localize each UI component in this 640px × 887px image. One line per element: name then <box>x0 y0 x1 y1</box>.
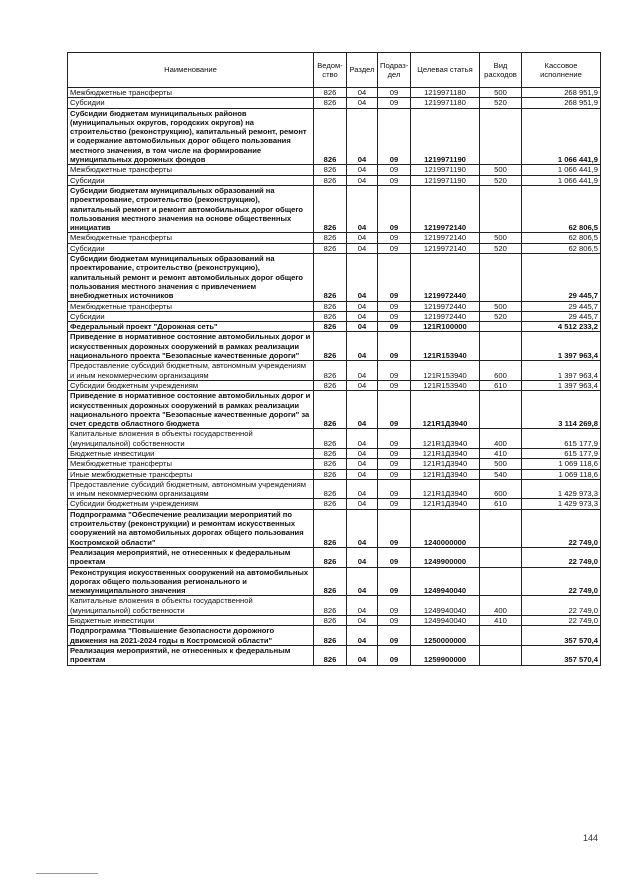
cell-kassovoe-ispolnenie: 22 749,0 <box>522 547 601 567</box>
cell-name: Предоставление субсидий бюджетным, автономным учреждениям и иным некоммерческим организациям <box>68 361 314 381</box>
cell-kassovoe-ispolnenie: 22 749,0 <box>522 616 601 626</box>
cell-vedomstvo: 826 <box>314 361 347 381</box>
header-name: Наименование <box>68 53 314 88</box>
cell-vedomstvo: 826 <box>314 448 347 458</box>
cell-podrazdel: 09 <box>378 479 411 499</box>
cell-celevaya-statya: 121R100000 <box>411 322 480 332</box>
cell-podrazdel: 09 <box>378 469 411 479</box>
table-header-row <box>68 53 601 88</box>
cell-podrazdel: 09 <box>378 185 411 232</box>
cell-vid-rashodov <box>480 108 522 165</box>
cell-name: Субсидии <box>68 175 314 185</box>
cell-razdel: 04 <box>347 322 378 332</box>
cell-razdel: 04 <box>347 98 378 108</box>
table-row <box>68 479 601 499</box>
cell-name: Реконструкция искусственных сооружений на автомобильных дорогах общего пользования регионального и межмуниципального значения <box>68 567 314 596</box>
cell-razdel: 04 <box>347 243 378 253</box>
cell-podrazdel: 09 <box>378 499 411 509</box>
cell-razdel: 04 <box>347 380 378 390</box>
cell-vid-rashodov: 500 <box>480 301 522 311</box>
cell-kassovoe-ispolnenie: 1 397 963,4 <box>522 380 601 390</box>
cell-podrazdel: 09 <box>378 596 411 616</box>
cell-podrazdel: 09 <box>378 616 411 626</box>
cell-razdel: 04 <box>347 301 378 311</box>
cell-razdel: 04 <box>347 233 378 243</box>
cell-kassovoe-ispolnenie: 615 177,9 <box>522 429 601 449</box>
cell-celevaya-statya: 1219972140 <box>411 243 480 253</box>
cell-name: Бюджетные инвестиции <box>68 616 314 626</box>
cell-vedomstvo: 826 <box>314 311 347 321</box>
cell-razdel: 04 <box>347 448 378 458</box>
cell-podrazdel: 09 <box>378 175 411 185</box>
cell-vid-rashodov <box>480 626 522 646</box>
cell-razdel: 04 <box>347 626 378 646</box>
cell-vedomstvo: 826 <box>314 88 347 98</box>
cell-vid-rashodov <box>480 332 522 361</box>
cell-podrazdel: 09 <box>378 645 411 665</box>
cell-podrazdel: 09 <box>378 509 411 547</box>
cell-vid-rashodov: 520 <box>480 243 522 253</box>
table-row <box>68 98 601 108</box>
cell-vedomstvo: 826 <box>314 254 347 301</box>
table-row <box>68 175 601 185</box>
cell-name: Иные межбюджетные трансферты <box>68 469 314 479</box>
table-row <box>68 380 601 390</box>
cell-vid-rashodov: 500 <box>480 88 522 98</box>
cell-name: Субсидии <box>68 243 314 253</box>
cell-vid-rashodov: 600 <box>480 479 522 499</box>
cell-kassovoe-ispolnenie: 1 429 973,3 <box>522 499 601 509</box>
cell-vid-rashodov: 540 <box>480 469 522 479</box>
table-row <box>68 645 601 665</box>
cell-vid-rashodov: 400 <box>480 429 522 449</box>
cell-name: Субсидии бюджетным учреждениям <box>68 499 314 509</box>
cell-podrazdel: 09 <box>378 361 411 381</box>
table-row <box>68 233 601 243</box>
cell-vid-rashodov: 600 <box>480 361 522 381</box>
cell-celevaya-statya: 121R1Д3940 <box>411 499 480 509</box>
cell-podrazdel: 09 <box>378 322 411 332</box>
cell-kassovoe-ispolnenie: 1 429 973,3 <box>522 479 601 499</box>
cell-name: Реализация мероприятий, не отнесенных к федеральным проектам <box>68 547 314 567</box>
cell-vid-rashodov <box>480 185 522 232</box>
cell-kassovoe-ispolnenie: 1 069 118,6 <box>522 469 601 479</box>
cell-name: Приведение в нормативное состояние автомобильных дорог и искусственных дорожных сооружений в рамках реализации национального проекта "Безопасные качественные дороги" <box>68 332 314 361</box>
cell-podrazdel: 09 <box>378 567 411 596</box>
cell-vid-rashodov <box>480 509 522 547</box>
cell-vedomstvo: 826 <box>314 185 347 232</box>
cell-name: Субсидии <box>68 98 314 108</box>
cell-kassovoe-ispolnenie: 22 749,0 <box>522 596 601 616</box>
cell-name: Бюджетные инвестиции <box>68 448 314 458</box>
cell-vedomstvo: 826 <box>314 429 347 449</box>
cell-razdel: 04 <box>347 567 378 596</box>
cell-vedomstvo: 826 <box>314 596 347 616</box>
cell-kassovoe-ispolnenie: 22 749,0 <box>522 567 601 596</box>
cell-vedomstvo: 826 <box>314 165 347 175</box>
header-vid-rashodov: Вид расходов <box>480 53 522 88</box>
cell-podrazdel: 09 <box>378 311 411 321</box>
cell-kassovoe-ispolnenie: 4 512 233,2 <box>522 322 601 332</box>
cell-vedomstvo: 826 <box>314 499 347 509</box>
cell-razdel: 04 <box>347 429 378 449</box>
cell-celevaya-statya: 121R153940 <box>411 361 480 381</box>
cell-name: Межбюджетные трансферты <box>68 459 314 469</box>
cell-podrazdel: 09 <box>378 98 411 108</box>
cell-celevaya-statya: 121R1Д3940 <box>411 469 480 479</box>
header-razdel: Раздел <box>347 53 378 88</box>
cell-celevaya-statya: 121R1Д3940 <box>411 448 480 458</box>
table-row <box>68 301 601 311</box>
cell-podrazdel: 09 <box>378 429 411 449</box>
cell-vid-rashodov: 500 <box>480 165 522 175</box>
cell-vid-rashodov: 400 <box>480 596 522 616</box>
cell-name: Субсидии бюджетам муниципальных образований на проектирование, строительство (реконструкцию), капитальный ремонт и ремонт автомобильных дорог общего пользования местного значения на основе общественных инициатив <box>68 185 314 232</box>
cell-name: Межбюджетные трансферты <box>68 233 314 243</box>
cell-celevaya-statya: 1249940040 <box>411 596 480 616</box>
cell-celevaya-statya: 121R153940 <box>411 332 480 361</box>
cell-razdel: 04 <box>347 616 378 626</box>
cell-vedomstvo: 826 <box>314 509 347 547</box>
cell-celevaya-statya: 121R1Д3940 <box>411 429 480 449</box>
cell-name: Капитальные вложения в объекты государственной (муниципальной) собственности <box>68 429 314 449</box>
cell-podrazdel: 09 <box>378 448 411 458</box>
cell-vid-rashodov: 410 <box>480 448 522 458</box>
table-row <box>68 459 601 469</box>
cell-razdel: 04 <box>347 645 378 665</box>
cell-vedomstvo: 826 <box>314 391 347 429</box>
cell-kassovoe-ispolnenie: 1 397 963,4 <box>522 332 601 361</box>
cell-vid-rashodov: 520 <box>480 311 522 321</box>
table-row <box>68 332 601 361</box>
cell-kassovoe-ispolnenie: 62 806,5 <box>522 243 601 253</box>
cell-vid-rashodov: 410 <box>480 616 522 626</box>
cell-name: Субсидии <box>68 311 314 321</box>
cell-celevaya-statya: 1249900000 <box>411 547 480 567</box>
cell-celevaya-statya: 1250000000 <box>411 626 480 646</box>
cell-vid-rashodov: 500 <box>480 459 522 469</box>
cell-name: Межбюджетные трансферты <box>68 88 314 98</box>
cell-kassovoe-ispolnenie: 268 951,9 <box>522 88 601 98</box>
table-body <box>68 88 601 666</box>
table-row <box>68 243 601 253</box>
cell-razdel: 04 <box>347 499 378 509</box>
cell-razdel: 04 <box>347 596 378 616</box>
cell-vedomstvo: 826 <box>314 175 347 185</box>
cell-celevaya-statya: 1219972440 <box>411 254 480 301</box>
cell-name: Федеральный проект "Дорожная сеть" <box>68 322 314 332</box>
cell-vedomstvo: 826 <box>314 547 347 567</box>
table-row <box>68 499 601 509</box>
budget-table <box>67 52 601 666</box>
cell-vedomstvo: 826 <box>314 243 347 253</box>
cell-kassovoe-ispolnenie: 3 114 269,8 <box>522 391 601 429</box>
cell-vedomstvo: 826 <box>314 459 347 469</box>
cell-razdel: 04 <box>347 108 378 165</box>
cell-celevaya-statya: 1219971190 <box>411 165 480 175</box>
cell-kassovoe-ispolnenie: 615 177,9 <box>522 448 601 458</box>
header-podrazdel: Подраз-дел <box>378 53 411 88</box>
cell-razdel: 04 <box>347 254 378 301</box>
cell-vedomstvo: 826 <box>314 616 347 626</box>
cell-kassovoe-ispolnenie: 22 749,0 <box>522 509 601 547</box>
cell-vedomstvo: 826 <box>314 479 347 499</box>
cell-podrazdel: 09 <box>378 391 411 429</box>
cell-podrazdel: 09 <box>378 233 411 243</box>
cell-razdel: 04 <box>347 185 378 232</box>
table-row <box>68 108 601 165</box>
table-row <box>68 626 601 646</box>
cell-name: Подпрограмма "Обеспечение реализации мероприятий по строительству (реконструкции) и ремонтам искусственных сооружений на автомобильных дорогах общего пользования Костромской области" <box>68 509 314 547</box>
cell-razdel: 04 <box>347 509 378 547</box>
cell-celevaya-statya: 1219971180 <box>411 98 480 108</box>
cell-razdel: 04 <box>347 165 378 175</box>
cell-vid-rashodov <box>480 322 522 332</box>
cell-podrazdel: 09 <box>378 108 411 165</box>
cell-celevaya-statya: 121R153940 <box>411 380 480 390</box>
cell-vid-rashodov: 520 <box>480 175 522 185</box>
cell-razdel: 04 <box>347 361 378 381</box>
cell-name: Межбюджетные трансферты <box>68 301 314 311</box>
cell-celevaya-statya: 1219972440 <box>411 301 480 311</box>
cell-vedomstvo: 826 <box>314 108 347 165</box>
cell-celevaya-statya: 1219972440 <box>411 311 480 321</box>
cell-podrazdel: 09 <box>378 547 411 567</box>
cell-name: Приведение в нормативное состояние автомобильных дорог и искусственных дорожных сооружений в рамках реализации национального проекта "Безопасные качественные дороги" за счет средств областного бюджета <box>68 391 314 429</box>
header-vedomstvo: Ведом-ство <box>314 53 347 88</box>
cell-celevaya-statya: 121R1Д3940 <box>411 479 480 499</box>
cell-podrazdel: 09 <box>378 243 411 253</box>
cell-vedomstvo: 826 <box>314 332 347 361</box>
cell-razdel: 04 <box>347 391 378 429</box>
cell-name: Субсидии бюджетам муниципальных образований на проектирование, строительство (реконструкцию), капитальный ремонт и ремонт автомобильных дорог общего пользования местного значения с привлечением внебюджетных источников <box>68 254 314 301</box>
table-row <box>68 616 601 626</box>
cell-podrazdel: 09 <box>378 301 411 311</box>
table-row <box>68 567 601 596</box>
cell-kassovoe-ispolnenie: 357 570,4 <box>522 645 601 665</box>
cell-razdel: 04 <box>347 175 378 185</box>
cell-razdel: 04 <box>347 547 378 567</box>
cell-podrazdel: 09 <box>378 459 411 469</box>
cell-vedomstvo: 826 <box>314 322 347 332</box>
cell-name: Предоставление субсидий бюджетным, автономным учреждениям и иным некоммерческим организациям <box>68 479 314 499</box>
cell-razdel: 04 <box>347 332 378 361</box>
cell-vid-rashodov: 500 <box>480 233 522 243</box>
cell-podrazdel: 09 <box>378 165 411 175</box>
cell-kassovoe-ispolnenie: 1 066 441,9 <box>522 175 601 185</box>
cell-celevaya-statya: 1249940040 <box>411 567 480 596</box>
cell-vid-rashodov <box>480 567 522 596</box>
cell-vid-rashodov <box>480 547 522 567</box>
page-number: 144 <box>583 833 599 843</box>
cell-kassovoe-ispolnenie: 1 066 441,9 <box>522 165 601 175</box>
cell-vid-rashodov: 610 <box>480 499 522 509</box>
table-row <box>68 254 601 301</box>
cell-celevaya-statya: 1219971190 <box>411 175 480 185</box>
cell-kassovoe-ispolnenie: 62 806,5 <box>522 185 601 232</box>
cell-vid-rashodov <box>480 645 522 665</box>
cell-razdel: 04 <box>347 459 378 469</box>
cell-vid-rashodov <box>480 254 522 301</box>
cell-kassovoe-ispolnenie: 268 951,9 <box>522 98 601 108</box>
budget-table-sheet <box>67 52 600 666</box>
cell-name: Реализация мероприятий, не отнесенных к федеральным проектам <box>68 645 314 665</box>
cell-vid-rashodov: 520 <box>480 98 522 108</box>
cell-vid-rashodov: 610 <box>480 380 522 390</box>
table-row <box>68 185 601 232</box>
table-row <box>68 322 601 332</box>
header-celevaya-statya: Целевая статья <box>411 53 480 88</box>
cell-celevaya-statya: 1219971180 <box>411 88 480 98</box>
cell-vedomstvo: 826 <box>314 567 347 596</box>
header-kassovoe-ispolnenie: Кассовое исполнение <box>522 53 601 88</box>
table-row <box>68 469 601 479</box>
cell-vedomstvo: 826 <box>314 233 347 243</box>
cell-kassovoe-ispolnenie: 1 069 118,6 <box>522 459 601 469</box>
cell-kassovoe-ispolnenie: 357 570,4 <box>522 626 601 646</box>
cell-celevaya-statya: 1240000000 <box>411 509 480 547</box>
cell-celevaya-statya: 1249940040 <box>411 616 480 626</box>
table-row <box>68 88 601 98</box>
cell-razdel: 04 <box>347 469 378 479</box>
cell-kassovoe-ispolnenie: 1 066 441,9 <box>522 108 601 165</box>
cell-kassovoe-ispolnenie: 29 445,7 <box>522 301 601 311</box>
cell-celevaya-statya: 1219971190 <box>411 108 480 165</box>
cell-name: Подпрограмма "Повышение безопасности дорожного движения на 2021-2024 годы в Костромской области" <box>68 626 314 646</box>
cell-name: Капитальные вложения в объекты государственной (муниципальной) собственности <box>68 596 314 616</box>
table-row <box>68 448 601 458</box>
cell-name: Субсидии бюджетам муниципальных районов (муниципальных округов, городских округов) на строительство (реконструкцию), капитальный ремонт, ремонт и содержание автомобильных дорог общего пользования местного значения, в том числе на формирование муниципальных дорожных фондов <box>68 108 314 165</box>
footer-mark <box>36 873 98 874</box>
cell-razdel: 04 <box>347 88 378 98</box>
cell-razdel: 04 <box>347 311 378 321</box>
cell-name: Межбюджетные трансферты <box>68 165 314 175</box>
cell-podrazdel: 09 <box>378 380 411 390</box>
cell-vid-rashodov <box>480 391 522 429</box>
cell-celevaya-statya: 1259900000 <box>411 645 480 665</box>
table-row <box>68 361 601 381</box>
cell-celevaya-statya: 121R1Д3940 <box>411 391 480 429</box>
cell-celevaya-statya: 121R1Д3940 <box>411 459 480 469</box>
cell-kassovoe-ispolnenie: 29 445,7 <box>522 311 601 321</box>
table-row <box>68 547 601 567</box>
cell-podrazdel: 09 <box>378 626 411 646</box>
cell-vedomstvo: 826 <box>314 645 347 665</box>
table-row <box>68 429 601 449</box>
cell-podrazdel: 09 <box>378 254 411 301</box>
cell-celevaya-statya: 1219972140 <box>411 185 480 232</box>
cell-vedomstvo: 826 <box>314 626 347 646</box>
table-row <box>68 391 601 429</box>
cell-podrazdel: 09 <box>378 88 411 98</box>
cell-podrazdel: 09 <box>378 332 411 361</box>
cell-razdel: 04 <box>347 479 378 499</box>
cell-vedomstvo: 826 <box>314 380 347 390</box>
cell-celevaya-statya: 1219972140 <box>411 233 480 243</box>
cell-kassovoe-ispolnenie: 62 806,5 <box>522 233 601 243</box>
cell-kassovoe-ispolnenie: 29 445,7 <box>522 254 601 301</box>
table-row <box>68 509 601 547</box>
cell-vedomstvo: 826 <box>314 301 347 311</box>
cell-vedomstvo: 826 <box>314 469 347 479</box>
cell-name: Субсидии бюджетным учреждениям <box>68 380 314 390</box>
table-row <box>68 311 601 321</box>
table-row <box>68 165 601 175</box>
cell-vedomstvo: 826 <box>314 98 347 108</box>
cell-kassovoe-ispolnenie: 1 397 963,4 <box>522 361 601 381</box>
table-row <box>68 596 601 616</box>
